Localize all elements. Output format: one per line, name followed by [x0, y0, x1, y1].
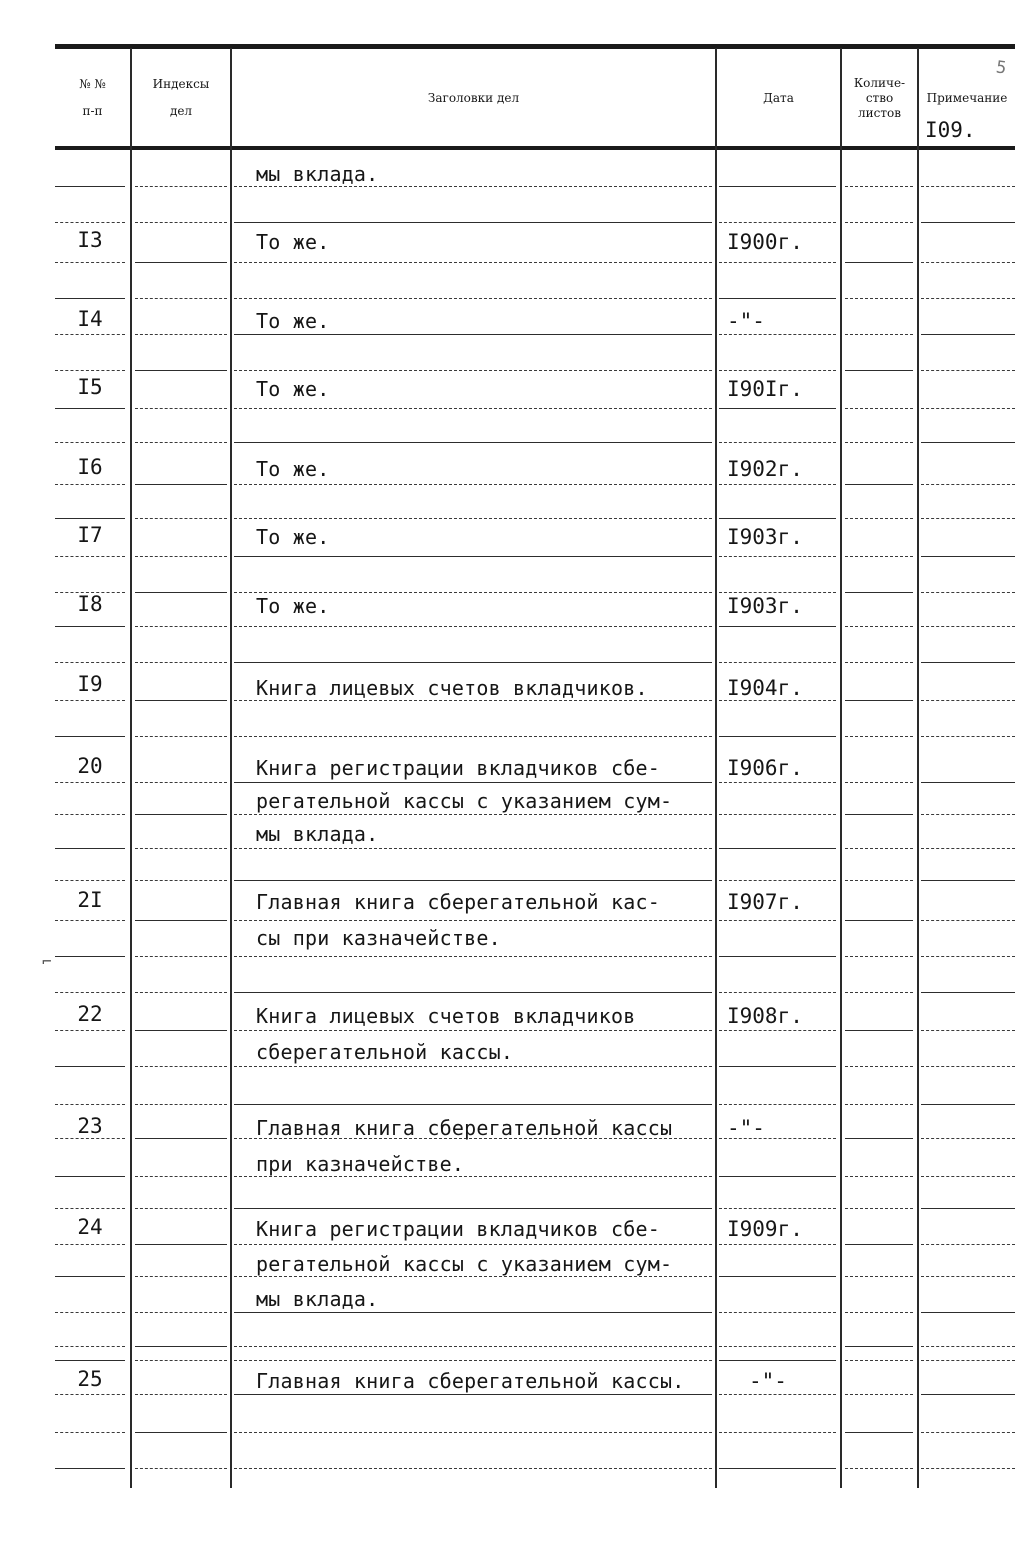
- ruled-line: [921, 334, 1015, 335]
- ruled-line: [135, 920, 227, 921]
- ruled-line: [234, 1030, 712, 1031]
- row-title-line: Книга регистрации вкладчиков сбе-: [256, 756, 660, 780]
- ruled-line: [135, 782, 227, 783]
- ruled-line: [234, 222, 712, 223]
- ruled-line: [234, 700, 712, 701]
- ruled-line: [719, 736, 836, 737]
- ruled-line: [921, 814, 1015, 815]
- ruled-line: [55, 920, 125, 921]
- ruled-line: [55, 992, 125, 993]
- ruled-line: [845, 700, 913, 701]
- ruled-line: [55, 1066, 125, 1067]
- ruled-line: [921, 442, 1015, 443]
- ruled-line: [845, 626, 913, 627]
- ruled-line: [845, 1312, 913, 1313]
- ruled-line: [234, 186, 712, 187]
- ruled-line: [135, 484, 227, 485]
- ruled-line: [55, 1244, 125, 1245]
- ruled-line: [845, 1208, 913, 1209]
- row-date: -"-: [727, 1116, 765, 1140]
- ruled-line: [55, 736, 125, 737]
- header-date-label: Дата: [763, 90, 794, 105]
- header-index-line2: дел: [169, 104, 193, 118]
- ruled-line: [55, 1276, 125, 1277]
- ruled-line: [921, 1138, 1015, 1139]
- ruled-line: [921, 736, 1015, 737]
- ruled-line: [135, 1104, 227, 1105]
- ruled-line: [135, 1394, 227, 1395]
- ruled-line: [845, 1030, 913, 1031]
- ruled-line: [55, 956, 125, 957]
- ruled-line: [55, 1346, 125, 1347]
- ruled-line: [234, 736, 712, 737]
- ruled-line: [845, 484, 913, 485]
- ruled-line: [234, 992, 712, 993]
- header-note-label: Примечание: [926, 91, 1008, 105]
- ruled-line: [719, 1468, 836, 1469]
- row-date: I90Iг.: [727, 377, 803, 401]
- ruled-line: [55, 298, 125, 299]
- row-title-line: регательной кассы с указанием сум-: [256, 1252, 673, 1276]
- ruled-line: [921, 848, 1015, 849]
- row-date: I903г.: [727, 525, 803, 549]
- ruled-line: [135, 626, 227, 627]
- ruled-line: [921, 298, 1015, 299]
- ruled-line: [234, 298, 712, 299]
- header-sheets-line3: листов: [858, 105, 901, 120]
- ruled-line: [135, 442, 227, 443]
- ruled-line: [55, 848, 125, 849]
- ruled-line: [135, 662, 227, 663]
- ruled-line: [921, 408, 1015, 409]
- row-number: 2I: [77, 888, 103, 912]
- ruled-line: [845, 956, 913, 957]
- ruled-line: [921, 1176, 1015, 1177]
- ruled-line: [719, 1360, 836, 1361]
- ruled-line: [921, 992, 1015, 993]
- ruled-line: [55, 1394, 125, 1395]
- ruled-line: [55, 1138, 125, 1139]
- header-number-line1: № №: [79, 77, 106, 91]
- ruled-line: [55, 556, 125, 557]
- ruled-line: [921, 920, 1015, 921]
- ruled-line: [719, 1066, 836, 1067]
- ruled-line: [845, 222, 913, 223]
- ruled-line: [135, 592, 227, 593]
- ruled-line: [234, 626, 712, 627]
- ruled-line: [845, 814, 913, 815]
- ruled-line: [921, 1468, 1015, 1469]
- ruled-line: [719, 662, 836, 663]
- ruled-line: [55, 1030, 125, 1031]
- ruled-line: [719, 1176, 836, 1177]
- ruled-line: [921, 782, 1015, 783]
- header-number-line2: п-п: [82, 104, 103, 118]
- ruled-line: [719, 1104, 836, 1105]
- row-title-line: То же.: [256, 230, 330, 254]
- header-sheets-line2: ство: [865, 90, 894, 105]
- row-date: -"-: [727, 309, 765, 333]
- ruled-line: [234, 1104, 712, 1105]
- ruled-line: [55, 1432, 125, 1433]
- row-number: I5: [77, 375, 103, 399]
- row-title-line: То же.: [256, 309, 330, 333]
- ruled-line: [719, 920, 836, 921]
- ruled-line: [719, 626, 836, 627]
- ruled-line: [135, 1468, 227, 1469]
- ruled-line: [921, 556, 1015, 557]
- ruled-line: [845, 262, 913, 263]
- ruled-line: [135, 848, 227, 849]
- ruled-line: [135, 1346, 227, 1347]
- ruled-line: [234, 1208, 712, 1209]
- row-title-line: сы при казначействе.: [256, 926, 501, 950]
- ruled-line: [55, 186, 125, 187]
- ruled-line: [55, 1360, 125, 1361]
- ruled-line: [921, 1208, 1015, 1209]
- ruled-line: [135, 222, 227, 223]
- ruled-line: [55, 662, 125, 663]
- ruled-line: [921, 262, 1015, 263]
- ruled-line: [234, 1394, 712, 1395]
- row-number: I6: [77, 455, 103, 479]
- ruled-line: [234, 408, 712, 409]
- ruled-line: [234, 370, 712, 371]
- ruled-line: [921, 592, 1015, 593]
- ruled-line: [719, 484, 836, 485]
- ruled-line: [921, 1030, 1015, 1031]
- ruled-line: [719, 1030, 836, 1031]
- ruled-line: [845, 1468, 913, 1469]
- ruled-line: [135, 298, 227, 299]
- ruled-line: [719, 222, 836, 223]
- ruled-line: [55, 814, 125, 815]
- ruled-line: [719, 1394, 836, 1395]
- ruled-line: [845, 1066, 913, 1067]
- ruled-line: [719, 992, 836, 993]
- column-divider: [230, 48, 232, 1488]
- ruled-line: [55, 1312, 125, 1313]
- ruled-line: [845, 442, 913, 443]
- row-date: I904г.: [727, 676, 803, 700]
- ruled-line: [845, 1276, 913, 1277]
- ruled-line: [234, 662, 712, 663]
- ruled-line: [845, 298, 913, 299]
- ruled-line: [921, 1346, 1015, 1347]
- ruled-line: [55, 782, 125, 783]
- ruled-line: [719, 1244, 836, 1245]
- ruled-line: [234, 592, 712, 593]
- ruled-line: [135, 408, 227, 409]
- ruled-line: [234, 1346, 712, 1347]
- row-date: I907г.: [727, 890, 803, 914]
- top-rule: [55, 44, 1015, 49]
- ruled-line: [234, 1468, 712, 1469]
- ruled-line: [921, 1276, 1015, 1277]
- ruled-line: [234, 848, 712, 849]
- ruled-line: [719, 1432, 836, 1433]
- row-number: I8: [77, 592, 103, 616]
- row-number: I7: [77, 523, 103, 547]
- ruled-line: [234, 334, 712, 335]
- ruled-line: [719, 1346, 836, 1347]
- row-number: I3: [77, 228, 103, 252]
- ruled-line: [719, 956, 836, 957]
- ruled-line: [719, 186, 836, 187]
- row-number: I9: [77, 672, 103, 696]
- ruled-line: [719, 880, 836, 881]
- row-title-line: То же.: [256, 457, 330, 481]
- column-divider: [840, 48, 842, 1488]
- ruled-line: [135, 334, 227, 335]
- ruled-line: [921, 1244, 1015, 1245]
- ruled-line: [234, 1276, 712, 1277]
- header-index: [132, 52, 230, 144]
- ruled-line: [921, 880, 1015, 881]
- ruled-line: [719, 442, 836, 443]
- ruled-line: [845, 592, 913, 593]
- ruled-line: [135, 1432, 227, 1433]
- row-number: 23: [77, 1114, 103, 1138]
- row-title-line: мы вклада.: [256, 822, 379, 846]
- ruled-line: [55, 484, 125, 485]
- ruled-line: [234, 442, 712, 443]
- ruled-line: [719, 700, 836, 701]
- ruled-line: [135, 1176, 227, 1177]
- ruled-line: [55, 626, 125, 627]
- header-titles-label: Заголовки дел: [427, 90, 520, 105]
- column-divider: [917, 48, 919, 1488]
- ruled-line: [234, 484, 712, 485]
- row-title-line: сберегательной кассы.: [256, 1040, 514, 1064]
- ruled-line: [135, 1244, 227, 1245]
- row-title-line: Главная книга сберегательной кас-: [256, 890, 660, 914]
- ruled-line: [55, 222, 125, 223]
- row-date: -"-: [749, 1369, 787, 1393]
- ruled-line: [135, 1066, 227, 1067]
- ruled-line: [921, 1432, 1015, 1433]
- ruled-line: [719, 408, 836, 409]
- header-date: [717, 52, 840, 144]
- row-date: I903г.: [727, 594, 803, 618]
- ruled-line: [234, 1312, 712, 1313]
- ruled-line: [845, 736, 913, 737]
- ruled-line: [719, 848, 836, 849]
- row-title-line: Главная книга сберегательной кассы.: [256, 1369, 685, 1393]
- row-date: I906г.: [727, 756, 803, 780]
- pencil-page-mark: 5: [994, 57, 1008, 79]
- ruled-line: [845, 848, 913, 849]
- ruled-line: [845, 186, 913, 187]
- ruled-line: [55, 408, 125, 409]
- ruled-line: [845, 556, 913, 557]
- ruled-line: [135, 1276, 227, 1277]
- header-number: [55, 52, 130, 144]
- ruled-line: [55, 262, 125, 263]
- ruled-line: [719, 518, 836, 519]
- row-number: 24: [77, 1215, 103, 1239]
- ruled-line: [135, 814, 227, 815]
- header-sheets-count: [842, 52, 917, 144]
- ruled-line: [234, 880, 712, 881]
- ruled-line: [135, 736, 227, 737]
- ruled-line: [719, 1276, 836, 1277]
- ruled-line: [55, 700, 125, 701]
- row-title-line: мы вклада.: [256, 1287, 379, 1311]
- ruled-line: [921, 186, 1015, 187]
- ruled-line: [55, 1468, 125, 1469]
- ruled-line: [845, 1104, 913, 1105]
- ruled-line: [921, 1104, 1015, 1105]
- ruled-line: [135, 556, 227, 557]
- ruled-line: [234, 782, 712, 783]
- ruled-line: [55, 1104, 125, 1105]
- ruled-line: [55, 518, 125, 519]
- row-title-line: Книга регистрации вкладчиков сбе-: [256, 1217, 660, 1241]
- ruled-line: [135, 700, 227, 701]
- ruled-line: [845, 920, 913, 921]
- margin-tick-icon: ⌐: [42, 952, 52, 971]
- ruled-line: [719, 814, 836, 815]
- ruled-line: [921, 1312, 1015, 1313]
- ruled-line: [55, 334, 125, 335]
- ruled-line: [55, 1176, 125, 1177]
- ruled-line: [921, 370, 1015, 371]
- ruled-line: [719, 782, 836, 783]
- ruled-line: [845, 1346, 913, 1347]
- ruled-line: [719, 370, 836, 371]
- header-rule: [55, 146, 1015, 150]
- ruled-line: [719, 1312, 836, 1313]
- ruled-line: [921, 222, 1015, 223]
- row-title-line: То же.: [256, 377, 330, 401]
- ruled-line: [135, 370, 227, 371]
- ruled-line: [845, 1432, 913, 1433]
- ruled-line: [845, 334, 913, 335]
- header-sheets-line1: Количе-: [853, 75, 906, 90]
- ruled-line: [135, 880, 227, 881]
- ruled-line: [135, 956, 227, 957]
- ruled-line: [234, 1360, 712, 1361]
- ruled-line: [234, 814, 712, 815]
- ruled-line: [719, 1208, 836, 1209]
- ruled-line: [845, 518, 913, 519]
- ruled-line: [845, 1360, 913, 1361]
- row-title-line: Книга лицевых счетов вкладчиков: [256, 1004, 636, 1028]
- ruled-line: [719, 592, 836, 593]
- row-number: 22: [77, 1002, 103, 1026]
- ruled-line: [921, 956, 1015, 957]
- ruled-line: [234, 956, 712, 957]
- row-title-line: регательной кассы с указанием сум-: [256, 789, 673, 813]
- ruled-line: [845, 1244, 913, 1245]
- ruled-line: [845, 1176, 913, 1177]
- ruled-line: [845, 370, 913, 371]
- header-index-line1: Индексы: [152, 77, 210, 91]
- ruled-line: [135, 1138, 227, 1139]
- ruled-line: [55, 880, 125, 881]
- header-titles: [232, 52, 715, 144]
- ruled-line: [135, 518, 227, 519]
- column-divider: [130, 48, 132, 1488]
- ruled-line: [921, 484, 1015, 485]
- ruled-line: [234, 262, 712, 263]
- ruled-line: [845, 1394, 913, 1395]
- ruled-line: [135, 1360, 227, 1361]
- ruled-line: [135, 1030, 227, 1031]
- ruled-line: [921, 1360, 1015, 1361]
- ruled-line: [135, 992, 227, 993]
- ruled-line: [921, 700, 1015, 701]
- row-date: I900г.: [727, 230, 803, 254]
- row-date: I908г.: [727, 1004, 803, 1028]
- ruled-line: [234, 1176, 712, 1177]
- row-number: 20: [77, 754, 103, 778]
- ruled-line: [135, 186, 227, 187]
- ruled-line: [234, 1066, 712, 1067]
- ruled-line: [845, 662, 913, 663]
- row-number: 25: [77, 1367, 103, 1391]
- ruled-line: [845, 1138, 913, 1139]
- ruled-line: [55, 1208, 125, 1209]
- sheet-number: I09.: [925, 118, 976, 142]
- ruled-line: [845, 782, 913, 783]
- row-date: I902г.: [727, 457, 803, 481]
- ruled-line: [234, 1432, 712, 1433]
- row-title-line: при казначействе.: [256, 1152, 465, 1176]
- row-title-line: То же.: [256, 594, 330, 618]
- ruled-line: [921, 662, 1015, 663]
- ruled-line: [921, 1394, 1015, 1395]
- ruled-line: [921, 518, 1015, 519]
- ruled-line: [719, 262, 836, 263]
- ruled-line: [719, 298, 836, 299]
- ruled-line: [234, 920, 712, 921]
- ruled-line: [719, 334, 836, 335]
- row-number: I4: [77, 307, 103, 331]
- row-title-line: Книга лицевых счетов вкладчиков.: [256, 676, 648, 700]
- row-title-line: мы вклада.: [256, 162, 379, 186]
- ruled-line: [234, 1244, 712, 1245]
- ruled-line: [135, 1208, 227, 1209]
- ruled-line: [234, 556, 712, 557]
- row-title-line: То же.: [256, 525, 330, 549]
- ruled-line: [845, 408, 913, 409]
- ruled-line: [55, 442, 125, 443]
- ruled-line: [234, 518, 712, 519]
- ruled-line: [135, 262, 227, 263]
- ruled-line: [55, 370, 125, 371]
- row-date: I909г.: [727, 1217, 803, 1241]
- ruled-line: [719, 556, 836, 557]
- ruled-line: [845, 880, 913, 881]
- ruled-line: [845, 992, 913, 993]
- ruled-line: [921, 1066, 1015, 1067]
- row-title-line: Главная книга сберегательной кассы: [256, 1116, 673, 1140]
- ruled-line: [921, 626, 1015, 627]
- ruled-line: [135, 1312, 227, 1313]
